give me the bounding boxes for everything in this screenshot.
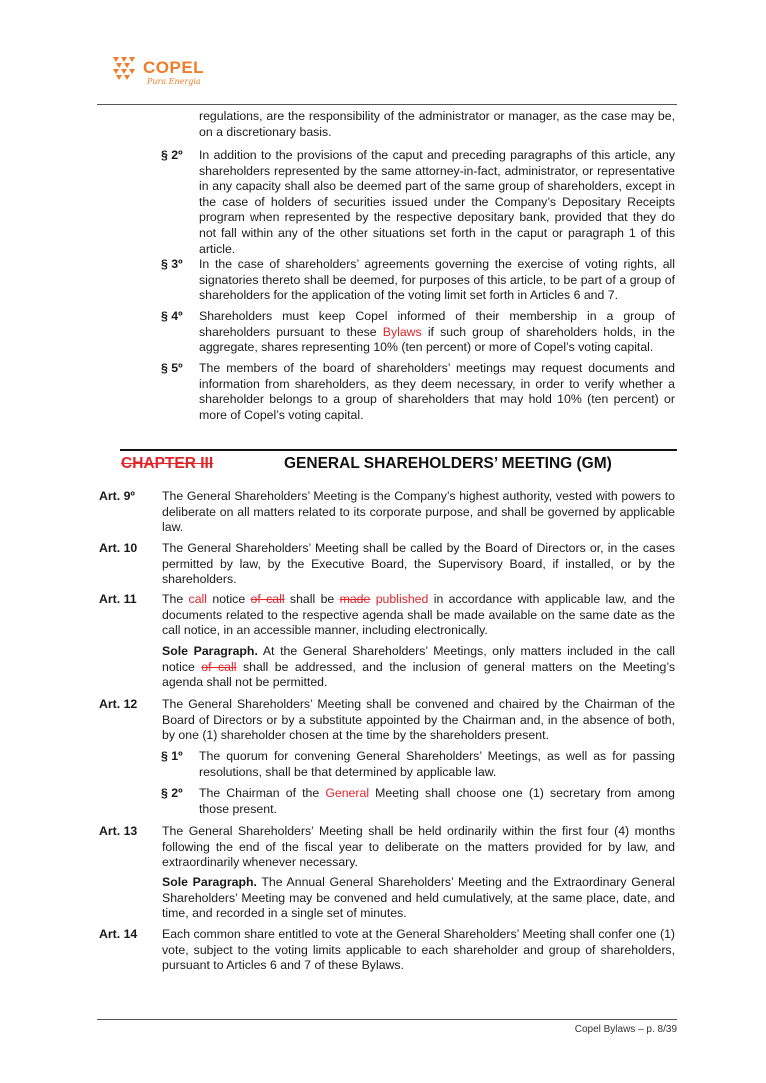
paragraph-2-label: § 2º: [161, 148, 183, 162]
paragraph-4-text: Shareholders must keep Copel informed of their membership in a group of shareholders pursuant to these Bylaws if such group of shareholders holds, in the aggregate, shares representing 10% (ten percent) or more of Copel’s voting capital.: [199, 309, 676, 355]
paragraph-5-label: § 5º: [161, 361, 183, 375]
art-14-label: Art. 14: [99, 927, 138, 941]
deleted-text: of call: [201, 659, 237, 674]
art-9-text: The General Shareholders’ Meeting is the Company’s highest authority, vested with powers to deliberate on all matters related to its corporate purpose, and shall be governed by applicable law.: [162, 489, 675, 535]
paragraph-4-label: § 4º: [161, 309, 183, 323]
chapter-title: GENERAL SHAREHOLDERS’ MEETING (GM): [284, 455, 612, 472]
art-13-label: Art. 13: [99, 824, 138, 838]
paragraph-2-text: In addition to the provisions of the caput and preceding paragraphs of this article, any shareholders represented by the same attorney-in-fact, administrator, or representative in any capacity shall also be deemed part of the same group of shareholders, except in the case of holders of securities issued under the Company’s Depositary Receipts program when represented by the respective depositary bank, provided that they do not fall within any of the other situations set forth in the caput or paragraph 1 of this article.: [199, 148, 675, 256]
logo-name: COPEL: [143, 58, 205, 77]
art-11-text: The call notice of call shall be made published in accordance with applicable law, and the documents related to the respective agenda shall be made available on the same date as the call notice, in an accessible manner, including electronically.: [162, 592, 676, 638]
art-11-label: Art. 11: [99, 592, 137, 606]
deleted-text: made: [339, 592, 371, 606]
chapter-number-deleted: CHAPTER III: [121, 455, 214, 472]
art-13-text: The General Shareholders’ Meeting shall be held ordinarily within the first four (4) months following the end of the fiscal year to deliberate on the matters provided for by law, and extraordinarily whenever necessary.: [162, 824, 675, 870]
art-10-text: The General Shareholders’ Meeting shall be called by the Board of Directors or, in the cases permitted by law, by the Executive Board, the Supervisory Board, if installed, or by the shareholders.: [162, 541, 675, 587]
art-9-label: Art. 9º: [99, 489, 135, 503]
inserted-text: Bylaws: [382, 324, 422, 339]
art-12-paragraph-1-label: § 1º: [161, 749, 183, 763]
inserted-text: call: [188, 592, 207, 606]
art-13-sole-paragraph: Sole Paragraph. The Annual General Shareholders’ Meeting and the Extraordinary General Shareholders’ Meeting may be convened and held cumulatively, at the same place, date, and time, and recorded in a single set of minutes.: [162, 875, 675, 921]
company-logo: [111, 55, 221, 91]
header-rule: [97, 104, 677, 105]
paragraph-3-label: § 3º: [161, 257, 183, 271]
art-12-text: The General Shareholders’ Meeting shall be convened and chaired by the Chairman of the Board of Directors or by a substitute appointed by the Chairman and, in the absence of both, by one (1) shareholder chosen at the time by the shareholders present.: [162, 697, 675, 743]
art-12-paragraph-1-text: The quorum for convening General Shareholders’ Meetings, as well as for passing resolutions, shall be that determined by applicable law.: [199, 749, 675, 779]
art-11-sole-paragraph: Sole Paragraph. At the General Shareholders’ Meetings, only matters included in the call notice of call shall be addressed, and the inclusion of general matters on the Meeting’s agenda shall not be permitted.: [162, 644, 675, 690]
continuation-text: regulations, are the responsibility of the administrator or manager, as the case may be, on a discretionary basis.: [199, 109, 675, 139]
logo-tagline: Pura Energia: [147, 77, 201, 86]
copel-logo-icon: [111, 55, 137, 85]
paragraph-3-text: In the case of shareholders’ agreements governing the exercise of voting rights, all signatories thereto shall be deemed, for purposes of this article, to be part of a group of shareholders for the application of the voting limit set forth in Articles 6 and 7.: [199, 257, 675, 303]
sole-paragraph-label: Sole Paragraph.: [162, 875, 257, 889]
art-10-label: Art. 10: [99, 541, 138, 555]
deleted-text: of call: [250, 592, 285, 606]
art-12-paragraph-2-label: § 2º: [161, 786, 183, 800]
art-12-paragraph-2-text: The Chairman of the General Meeting shall choose one (1) secretary from among those present.: [199, 786, 675, 816]
art-12-label: Art. 12: [99, 697, 138, 711]
footer-rule: [97, 1019, 677, 1020]
paragraph-5-text: The members of the board of shareholders’ meetings may request documents and information from shareholders, as they deem necessary, in order to verify whether a shareholder belongs to a group of shareholders that may hold 10% (ten percent) or more of Copel’s voting capital.: [199, 361, 675, 422]
sole-paragraph-label: Sole Paragraph.: [162, 644, 258, 658]
art-14-text: Each common share entitled to vote at the General Shareholders’ Meeting shall confer one (1) vote, subject to the voting limits applicable to each shareholder and group of shareholders, pursuant to Articles 6 and 7 of these Bylaws.: [162, 927, 675, 973]
inserted-text: General: [325, 786, 370, 800]
chapter-rule: [120, 449, 677, 451]
inserted-text: published: [375, 592, 429, 606]
page-number: Copel Bylaws – p. 8/39: [574, 1024, 677, 1035]
